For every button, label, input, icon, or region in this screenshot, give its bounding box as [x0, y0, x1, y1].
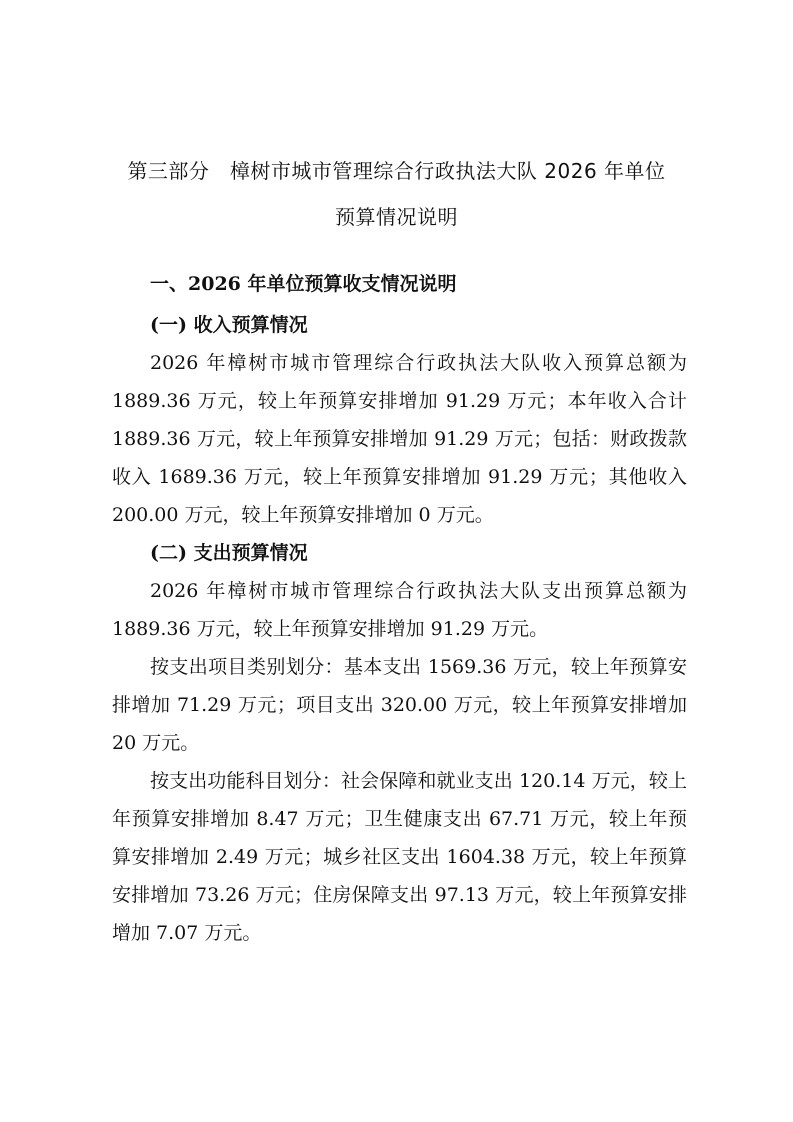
income-paragraph: 2026 年樟树市城市管理综合行政执法大队收入预算总额为 1889.36 万元，较上年预算安排增加 91.29 万元；本年收入合计 1889.36 万元，较上年预算安排增加 91.29 万元；包括：财政拨款收入 1689.36 万元，较上年预算安排增加 91.29 万元；其他收入 200.00 万元，较上年预算安排增加 0 万元。 [112, 352, 687, 526]
expense-category-paragraph: 按支出项目类别划分：基本支出 1569.36 万元，较上年预算安排增加 71.29 万元；项目支出 320.00 万元，较上年预算安排增加 20 万元。 [112, 656, 687, 754]
title-line-1: 第三部分 樟树市城市管理综合行政执法大队 2026 年单位 [127, 159, 666, 183]
document-body [112, 306, 687, 952]
income-heading: (一) 收入预算情况 [150, 314, 308, 336]
expense-heading: (二) 支出预算情况 [150, 542, 308, 564]
expense-function-paragraph: 按支出功能科目划分：社会保障和就业支出 120.14 万元，较上年预算安排增加 8.47 万元；卫生健康支出 67.71 万元，较上年预算安排增加 2.49 万元；城乡社区支出 1604.38 万元，较上年预算安排增加 73.26 万元；住房保障支出 97.13 万元，较上年预算安排增加 7.07 万元。 [112, 770, 687, 944]
title-line-2: 预算情况说明 [335, 205, 458, 229]
page-title [110, 148, 683, 240]
expense-total-paragraph: 2026 年樟树市城市管理综合行政执法大队支出预算总额为 1889.36 万元，较上年预算安排增加 91.29 万元。 [112, 580, 687, 640]
section-heading: 一、2026 年单位预算收支情况说明 [150, 273, 457, 295]
